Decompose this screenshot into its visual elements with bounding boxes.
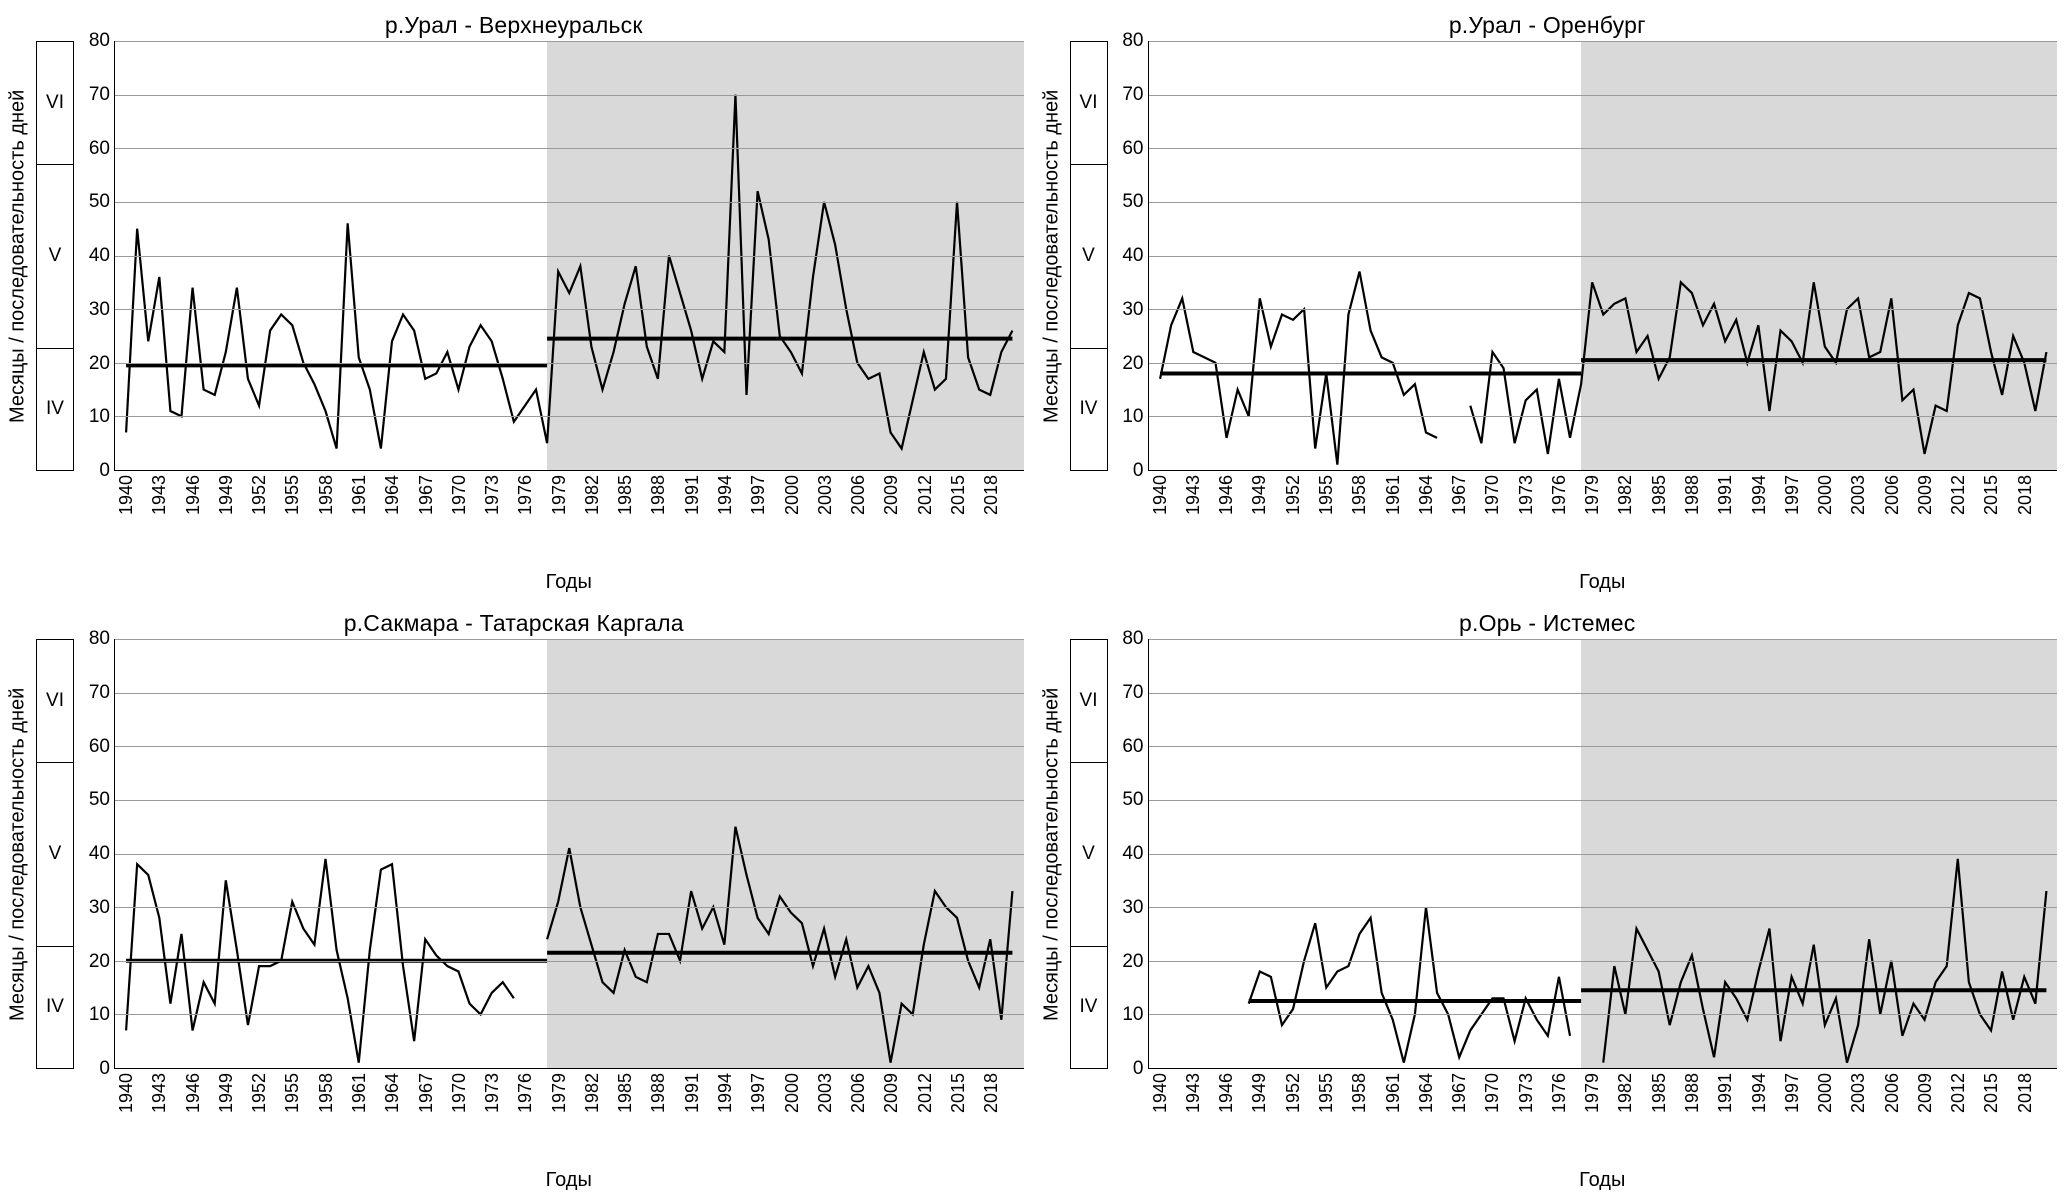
x-tick-labels [114,1069,1024,1167]
month-axis [36,41,74,471]
y-tick: 70 [1122,84,1143,106]
y-tick: 20 [89,951,110,973]
x-tick: 1967 [1449,1073,1470,1113]
gridline [1149,256,2058,257]
x-tick: 1940 [116,475,137,515]
x-tick-labels [1148,471,2058,569]
x-tick: 2006 [848,475,869,515]
gridline [115,416,1024,417]
y-tick: 80 [1122,628,1143,650]
gridline [115,148,1024,149]
x-tick: 2015 [1981,1073,2002,1113]
x-tick: 2015 [948,475,969,515]
y-tick: 70 [89,84,110,106]
y-tick: 50 [1122,191,1143,213]
x-tick: 1982 [582,1073,603,1113]
gridline [1149,148,2058,149]
y-tick: 40 [89,843,110,865]
x-tick: 2012 [1948,1073,1969,1113]
gridline [1149,639,2058,640]
x-tick: 1943 [1183,475,1204,515]
x-tick: 1997 [748,475,769,515]
x-tick: 1979 [1582,1073,1603,1113]
month-label-v: V [1071,164,1107,348]
y-tick: 0 [99,460,110,482]
x-tick: 1952 [1283,475,1304,515]
x-tick: 1967 [416,475,437,515]
x-tick: 1943 [149,1073,170,1113]
x-tick: 1973 [1516,475,1537,515]
gridline [115,41,1024,42]
x-axis-label: Годы [114,1169,1024,1192]
plot-area [1148,639,2058,1069]
x-tick: 1967 [1449,475,1470,515]
panel-tatarskaya-kargala [0,598,1034,1196]
x-tick: 1970 [449,475,470,515]
x-tick: 1949 [1249,1073,1270,1113]
y-tick: 80 [89,30,110,52]
x-tick: 1991 [1715,1073,1736,1113]
month-axis [1070,41,1108,471]
x-tick: 1961 [349,1073,370,1113]
x-tick: 1940 [1150,1073,1171,1113]
y-tick: 20 [1122,951,1143,973]
gridline [1149,363,2058,364]
month-label-v: V [1071,762,1107,946]
gridline [115,1014,1024,1015]
panel-istemes [1034,598,2067,1196]
y-tick: 60 [1122,138,1143,160]
month-label-vi: VI [1071,640,1107,762]
x-tick: 1958 [1349,475,1370,515]
y-tick: 20 [1122,353,1143,375]
y-tick: 0 [99,1058,110,1080]
y-tick: 20 [89,353,110,375]
y-tick: 80 [1122,30,1143,52]
x-tick: 1949 [216,475,237,515]
month-label-iv: IV [37,348,73,470]
y-tick: 80 [89,628,110,650]
gridline [1149,746,2058,747]
y-tick: 30 [1122,897,1143,919]
x-tick: 1940 [1150,475,1171,515]
x-tick: 1994 [715,1073,736,1113]
gridline [115,363,1024,364]
x-tick: 2006 [1882,1073,1903,1113]
x-tick: 1991 [682,475,703,515]
month-label-iv: IV [1071,348,1107,470]
x-tick: 1961 [1383,1073,1404,1113]
month-label-v: V [37,164,73,348]
x-tick: 1958 [1349,1073,1370,1113]
x-tick: 1979 [549,1073,570,1113]
x-tick: 2006 [1882,475,1903,515]
x-tick: 2012 [915,475,936,515]
x-tick: 1946 [183,1073,204,1113]
gridline [1149,1014,2058,1015]
y-tick: 10 [1122,1004,1143,1026]
x-tick: 1946 [183,475,204,515]
x-tick: 1973 [1516,1073,1537,1113]
x-tick: 1970 [1482,1073,1503,1113]
gridline [115,693,1024,694]
x-tick: 1988 [648,475,669,515]
x-tick: 2000 [782,1073,803,1113]
month-label-iv: IV [1071,946,1107,1068]
x-tick-labels [114,471,1024,569]
panel-verkhneuralsk [0,0,1034,598]
x-tick: 1976 [1549,475,1570,515]
x-tick: 2009 [881,475,902,515]
panel-title: р.Урал - Верхнеуральск [4,12,1024,39]
x-tick: 1985 [615,475,636,515]
x-tick: 2003 [815,475,836,515]
gridline [1149,202,2058,203]
x-tick: 2009 [1915,1073,1936,1113]
gridline [115,961,1024,962]
x-axis-label: Годы [1148,571,2058,594]
y-tick: 30 [89,897,110,919]
gridline [1149,309,2058,310]
x-tick: 1997 [1782,475,1803,515]
plot-area [1148,41,2058,471]
x-tick: 2018 [2015,1073,2036,1113]
y-tick: 40 [1122,245,1143,267]
x-tick: 1955 [282,475,303,515]
x-tick: 1940 [116,1073,137,1113]
x-tick: 1958 [316,475,337,515]
x-tick: 1982 [1615,475,1636,515]
x-tick: 1976 [1549,1073,1570,1113]
x-tick: 1982 [1615,1073,1636,1113]
x-tick: 2018 [981,1073,1002,1113]
month-label-vi: VI [37,640,73,762]
y-tick: 60 [1122,736,1143,758]
y-tick: 40 [89,245,110,267]
x-tick: 1979 [1582,475,1603,515]
x-tick: 1988 [1682,475,1703,515]
x-tick: 1976 [515,1073,536,1113]
y-tick-labels [80,41,114,471]
data-series-path [126,827,1012,1063]
x-tick: 2006 [848,1073,869,1113]
x-tick: 1949 [1249,475,1270,515]
x-tick: 1952 [249,1073,270,1113]
x-tick: 1958 [316,1073,337,1113]
x-tick: 1991 [682,1073,703,1113]
y-tick-labels [1114,41,1148,471]
x-tick: 1964 [1416,475,1437,515]
x-tick: 1994 [715,475,736,515]
x-tick: 2009 [1915,475,1936,515]
gridline [115,907,1024,908]
y-tick: 70 [1122,682,1143,704]
x-tick: 1964 [1416,1073,1437,1113]
gridline [115,309,1024,310]
x-tick: 2015 [948,1073,969,1113]
x-tick: 1952 [249,475,270,515]
gridline [115,95,1024,96]
y-tick: 0 [1133,1058,1144,1080]
y-tick: 60 [89,138,110,160]
x-tick: 1967 [416,1073,437,1113]
y-tick: 30 [89,299,110,321]
x-tick: 2012 [1948,475,1969,515]
x-tick: 1973 [482,1073,503,1113]
x-tick: 1949 [216,1073,237,1113]
gridline [1149,907,2058,908]
y-tick-labels [1114,639,1148,1069]
x-tick: 1955 [1316,1073,1337,1113]
x-tick: 1985 [1649,1073,1670,1113]
x-tick: 2000 [1815,475,1836,515]
x-tick: 1964 [382,1073,403,1113]
x-tick: 1961 [349,475,370,515]
x-tick: 1961 [1383,475,1404,515]
x-axis-label: Годы [114,571,1024,594]
x-tick: 1964 [382,475,403,515]
x-tick: 2018 [2015,475,2036,515]
x-tick: 1946 [1216,1073,1237,1113]
x-tick: 2003 [1848,475,1869,515]
x-tick: 2012 [915,1073,936,1113]
gridline [115,746,1024,747]
x-tick: 2003 [1848,1073,1869,1113]
month-axis [1070,639,1108,1069]
x-tick: 1973 [482,475,503,515]
y-tick: 0 [1133,460,1144,482]
x-tick: 1988 [1682,1073,1703,1113]
month-label-vi: VI [1071,42,1107,164]
y-tick: 70 [89,682,110,704]
plot-area [114,41,1024,471]
x-tick-labels [1148,1069,2058,1167]
panel-orenburg [1034,0,2067,598]
x-tick: 1952 [1283,1073,1304,1113]
y-tick: 30 [1122,299,1143,321]
x-tick: 2015 [1981,475,2002,515]
x-axis-label: Годы [1148,1169,2058,1192]
y-tick: 40 [1122,843,1143,865]
y-axis-label: Месяцы / последовательность дней [4,41,32,471]
y-tick: 10 [89,406,110,428]
gridline [1149,800,2058,801]
x-tick: 2000 [1815,1073,1836,1113]
x-tick: 1982 [582,475,603,515]
gridline [1149,961,2058,962]
x-tick: 1943 [1183,1073,1204,1113]
gridline [115,800,1024,801]
x-tick: 1946 [1216,475,1237,515]
x-tick: 1970 [449,1073,470,1113]
gridline [1149,854,2058,855]
x-tick: 1997 [748,1073,769,1113]
y-tick: 50 [89,191,110,213]
x-tick: 1985 [615,1073,636,1113]
y-tick: 60 [89,736,110,758]
month-label-vi: VI [37,42,73,164]
y-tick: 10 [1122,406,1143,428]
y-tick: 50 [89,789,110,811]
month-axis [36,639,74,1069]
x-tick: 1943 [149,475,170,515]
x-tick: 1955 [282,1073,303,1113]
month-label-iv: IV [37,946,73,1068]
plot-area [114,639,1024,1069]
x-tick: 2018 [981,475,1002,515]
y-tick: 50 [1122,789,1143,811]
x-tick: 1991 [1715,475,1736,515]
x-tick: 1994 [1749,475,1770,515]
panel-title: р.Урал - Оренбург [1038,12,2058,39]
x-tick: 2000 [782,475,803,515]
y-axis-label: Месяцы / последовательность дней [1038,639,1066,1069]
x-tick: 1997 [1782,1073,1803,1113]
y-axis-label: Месяцы / последовательность дней [1038,41,1066,471]
x-tick: 1994 [1749,1073,1770,1113]
month-label-v: V [37,762,73,946]
gridline [115,639,1024,640]
gridline [115,854,1024,855]
y-tick-labels [80,639,114,1069]
y-tick: 10 [89,1004,110,1026]
gridline [115,202,1024,203]
gridline [1149,95,2058,96]
gridline [1149,693,2058,694]
panel-title: р.Сакмара - Татарская Каргала [4,610,1024,637]
panel-title: р.Орь - Истемес [1038,610,2058,637]
gridline [1149,416,2058,417]
x-tick: 1979 [549,475,570,515]
x-tick: 1988 [648,1073,669,1113]
data-series-path [1160,272,2046,465]
gridline [1149,41,2058,42]
x-tick: 1955 [1316,475,1337,515]
x-tick: 1985 [1649,475,1670,515]
y-axis-label: Месяцы / последовательность дней [4,639,32,1069]
gridline [115,256,1024,257]
x-tick: 1976 [515,475,536,515]
x-tick: 2003 [815,1073,836,1113]
x-tick: 1970 [1482,475,1503,515]
x-tick: 2009 [881,1073,902,1113]
